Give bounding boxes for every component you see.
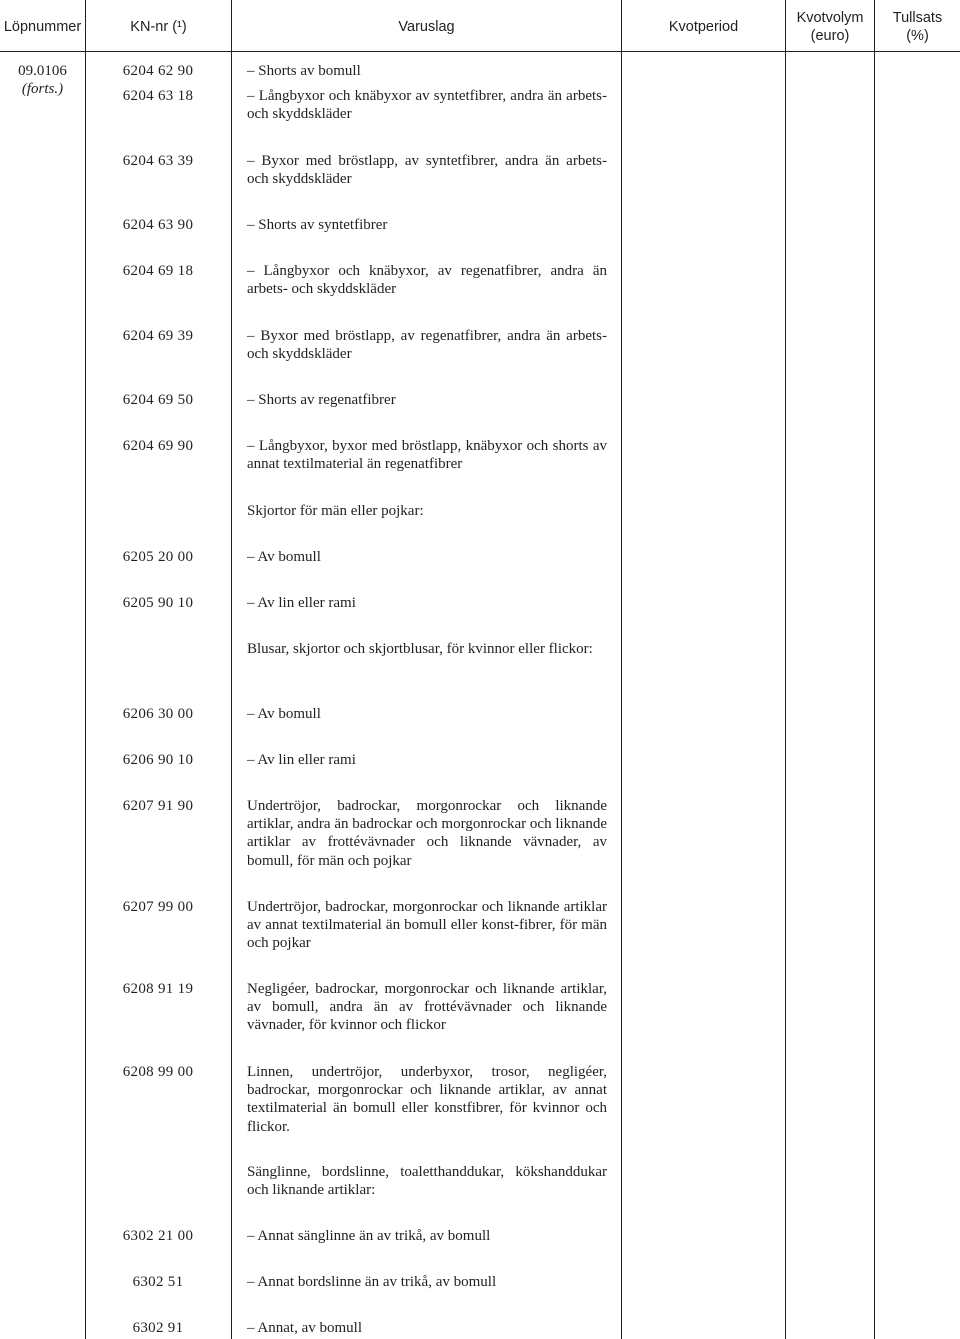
header-tullsats: Tullsats (%): [892, 10, 943, 44]
header-lopnummer: Löpnummer: [3, 19, 82, 35]
column-divider: [874, 0, 875, 1339]
cn-code: 6206 90 10: [122, 752, 194, 768]
header-kvotperiod: Kvotperiod: [668, 19, 739, 35]
group-heading: Blusar, skjortor och skjortblusar, för kvinnor eller flickor:: [247, 641, 593, 657]
cn-code: 6204 69 90: [122, 438, 194, 454]
item-description: – Shorts av syntetfibrer: [247, 217, 388, 233]
item-description: – Långbyxor, byxor med bröstlapp, knäbyxor och shorts av annat textilmaterial än regenatfibrer: [247, 438, 607, 473]
column-divider: [621, 0, 622, 1339]
cn-code: 6205 90 10: [122, 595, 194, 611]
column-divider: [785, 0, 786, 1339]
cn-code: 6204 69 18: [122, 263, 194, 279]
item-description: – Långbyxor och knäbyxor, av regenatfibrer, andra än arbets- och skyddskläder: [247, 263, 607, 298]
item-description: – Annat bordslinne än av trikå, av bomull: [247, 1274, 497, 1290]
cn-code: 6204 69 39: [122, 328, 194, 344]
item-description: – Byxor med bröstlapp, av regenatfibrer, andra än arbets- och skyddskläder: [247, 328, 607, 363]
header-kvotvolym: Kvotvolym (euro): [796, 10, 864, 44]
cn-code: 6302 51: [132, 1274, 184, 1290]
cn-code: 6204 62 90: [122, 63, 194, 79]
header-varuslag: Varuslag: [398, 19, 455, 35]
item-description: – Shorts av regenatfibrer: [247, 392, 396, 408]
item-description: – Av bomull: [247, 706, 321, 722]
item-description: – Shorts av bomull: [247, 63, 361, 79]
cn-code: 6204 63 39: [122, 153, 194, 169]
group-heading: Sänglinne, bordslinne, toaletthanddukar, kökshanddukar och liknande artiklar:: [247, 1164, 607, 1199]
item-description: – Byxor med bröstlapp, av syntetfibrer, andra än arbets- och skyddskläder: [247, 153, 607, 188]
item-description: Negligéer, badrockar, morgonrockar och liknande artiklar, av bomull, andra än av frottévävnader och liknande vävnader, för kvinnor och flickor: [247, 981, 607, 1034]
item-description: – Av bomull: [247, 549, 321, 565]
cn-code: 6205 20 00: [122, 549, 194, 565]
header-rule: [0, 51, 960, 52]
item-description: – Annat sänglinne än av trikå, av bomull: [247, 1228, 491, 1244]
header-kn-nr: KN-nr (¹): [130, 19, 187, 35]
item-description: Undertröjor, badrockar, morgonrockar och liknande artiklar, andra än badrockar och morgonrockar och liknande artiklar av frottévävnader och liknande vävnader, av bomull, för män och pojkar: [247, 798, 607, 869]
item-description: Undertröjor, badrockar, morgonrockar och liknande artiklar av annat textilmaterial än bomull eller konst-fibrer, för män och pojkar: [247, 899, 607, 952]
column-divider: [231, 0, 232, 1339]
cn-code: 6208 91 19: [122, 981, 194, 997]
cn-code: 6204 63 90: [122, 217, 194, 233]
cn-code: 6302 21 00: [122, 1228, 194, 1244]
order-number-note: (forts.): [21, 81, 64, 97]
item-description: Linnen, undertröjor, underbyxor, trosor, negligéer, badrockar, morgonrockar och liknande artiklar, av annat textilmaterial än bomull eller konstfibrer, för kvinnor och flickor.: [247, 1064, 607, 1135]
column-divider: [85, 0, 86, 1339]
item-description: – Av lin eller rami: [247, 752, 356, 768]
item-description: – Långbyxor och knäbyxor av syntetfibrer, andra än arbets- och skyddskläder: [247, 88, 607, 123]
cn-code: 6204 69 50: [122, 392, 194, 408]
cn-code: 6206 30 00: [122, 706, 194, 722]
item-description: – Annat, av bomull: [247, 1320, 362, 1336]
item-description: – Av lin eller rami: [247, 595, 356, 611]
cn-code: 6302 91: [132, 1320, 184, 1336]
order-number: 09.0106: [18, 63, 67, 79]
cn-code: 6204 63 18: [122, 88, 194, 104]
group-heading: Skjortor för män eller pojkar:: [247, 503, 424, 519]
cn-code: 6208 99 00: [122, 1064, 194, 1080]
cn-code: 6207 99 00: [122, 899, 194, 915]
cn-code: 6207 91 90: [122, 798, 194, 814]
